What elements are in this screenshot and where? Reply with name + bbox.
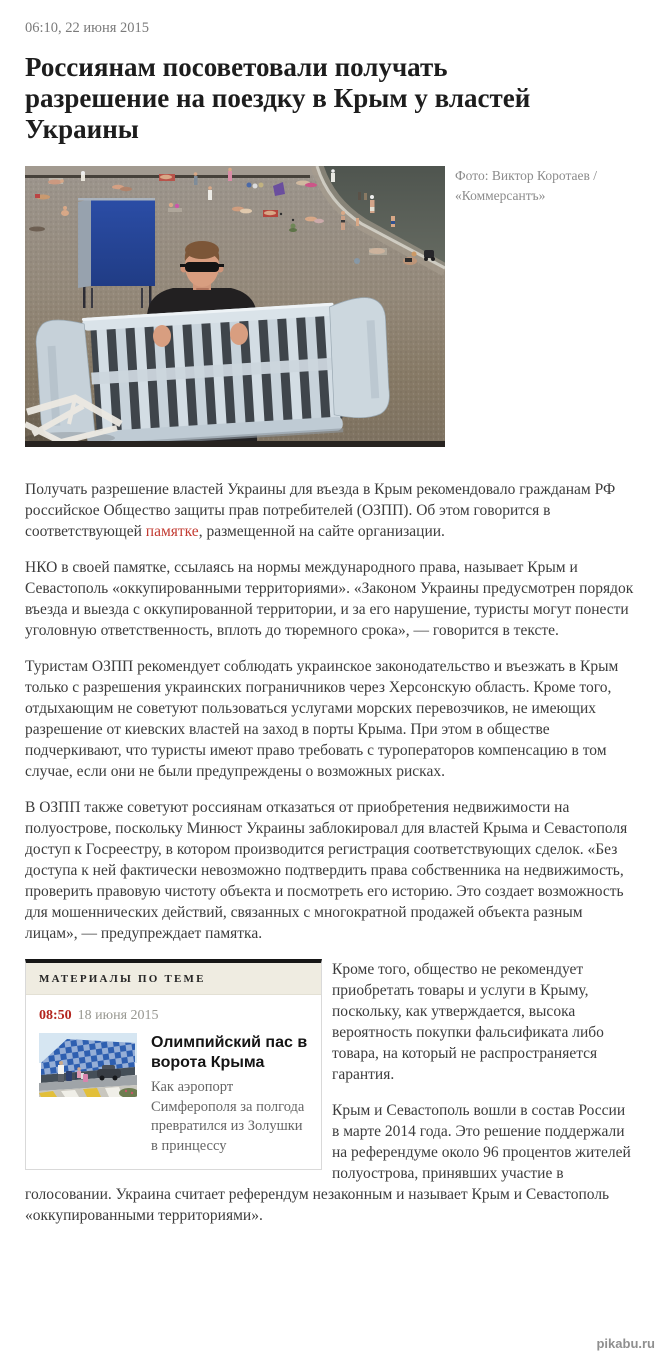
photo-credit: Фото: Виктор Коротаев / «Коммерсантъ»: [455, 168, 597, 203]
related-date: 18 июня 2015: [77, 1008, 159, 1023]
lead-photo: [25, 166, 445, 447]
article-paragraph-5: Кроме того, общество не рекомендует приобретать товары и услуги в Крыму, поскольку, как утверждается, высока вероятность покупки фальсификата либо товара, на который не распространяется гарантия.: [332, 961, 604, 1083]
airport-thumbnail-illustration: [39, 1033, 137, 1097]
related-thumbnail[interactable]: [39, 1033, 137, 1097]
article-paragraph-4: В ОЗПП также советуют россиянам отказаться от приобретения недвижимости на полуострове, поскольку Минюст Украины заблокировал для властей Крыма и Севастополя доступ к Госреестру, в котором производится регистрация соответствующих сделок. «Без доступа к ней фактически невозможно подтвердить права собственника на недвижимость, проверить правовую чистоту объекта и посмотреть его историю. Это создает возможность для мошеннических действий, связанных с многократной продажей объекта разным лицам», — предупреждает памятка.: [25, 799, 628, 942]
photo-plastic-lounger: [35, 296, 393, 447]
related-date-row: [39, 1007, 309, 1025]
paragraph-1-text-before: Получать разрешение властей Украины для въезда в Крым рекомендовало гражданам РФ российское Общество защиты прав потребителей (ОЗПП). Об этом говорится в соответствующей: [25, 481, 616, 540]
related-text-column: [151, 1033, 309, 1156]
article-paragraph-1: [25, 479, 635, 542]
related-time: 08:50: [39, 1008, 72, 1023]
related-materials-box: [25, 959, 322, 1170]
related-article-description: Как аэропорт Симферополя за полгода превратился из Золушки в принцессу: [151, 1079, 305, 1154]
article-headline: Россиянам посоветовали получать разрешение на поездку в Крым у властей Украины: [25, 52, 531, 144]
beach-photo-illustration: [25, 166, 445, 447]
pamyatka-link[interactable]: памятке: [145, 523, 199, 540]
related-materials-header: МАТЕРИАЛЫ ПО ТЕМЕ: [26, 963, 321, 995]
related-materials-body: [26, 995, 321, 1169]
related-media-row: [39, 1033, 309, 1156]
lead-photo-row: [25, 166, 635, 447]
article-paragraph-6: Крым и Севастополь вошли в состав России в марте 2014 года. Это решение поддержали на референдуме около 96 процентов жителей полуострова, принявших участие в голосовании. Украина считает референдум незаконным и называет Крым и Севастополь «оккупированными территориями».: [25, 1102, 631, 1224]
article-paragraph-3: Туристам ОЗПП рекомендует соблюдать украинское законодательство и въезжать в Крым только с разрешения украинских пограничников через Херсонскую область. Кроме того, отдыхающим не советуют пользоваться услугами морских перевозчиков, не имеющих разрешение от киевских властей на заход в порты Крыма. При этом в обществе подчеркивают, что туристы имеют право требовать с туроператоров компенсацию в том случае, если они не были предупреждены о возможных рисках.: [25, 658, 619, 780]
publish-timestamp: 06:10, 22 июня 2015: [25, 20, 150, 36]
related-article-title[interactable]: Олимпийский пас в ворота Крыма: [151, 1034, 308, 1071]
photo-bottom-shadow: [25, 441, 445, 447]
article-paragraph-2: НКО в своей памятке, ссылаясь на нормы международного права, называет Крым и Севастополь «оккупированными территориями». «Законом Украины предусмотрен порядок въезда и выезда с оккупированной территории, и за его нарушение, туристы могут понести уголовную ответственность, вплоть до тюремного срока», — говорится в тексте.: [25, 559, 634, 639]
paragraph-1-text-after: , размещенной на сайте организации.: [198, 523, 445, 540]
watermark: pikabu.ru: [596, 1336, 655, 1351]
